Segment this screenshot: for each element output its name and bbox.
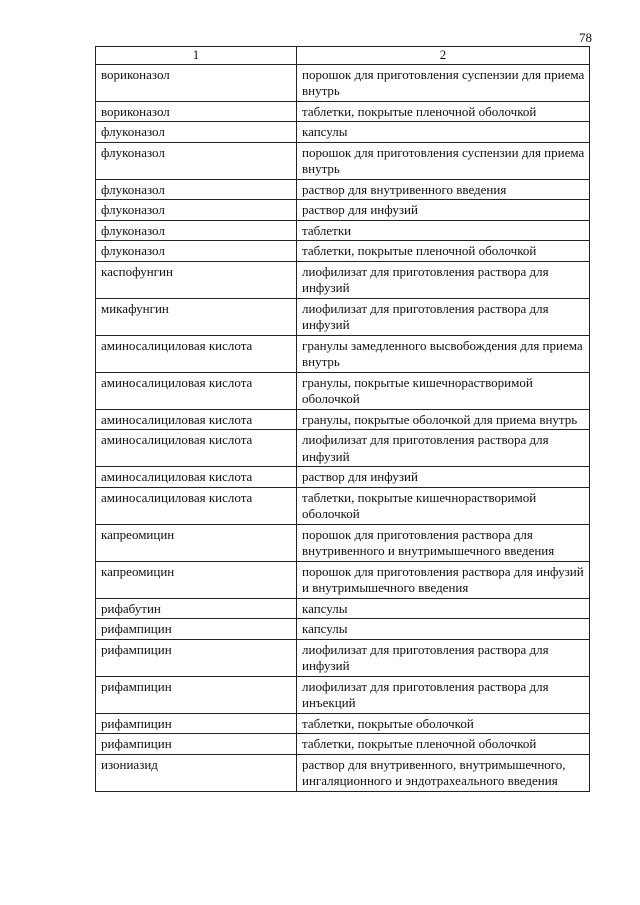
dosage-form-cell: таблетки, покрытые пленочной оболочкой (297, 241, 590, 262)
dosage-form-cell: лиофилизат для приготовления раствора для инфузий (297, 261, 590, 298)
table-row (96, 487, 590, 524)
drug-name-cell: флуконазол (96, 122, 297, 143)
dosage-form-cell: таблетки, покрытые пленочной оболочкой (297, 101, 590, 122)
drug-name-cell: вориконазол (96, 64, 297, 101)
table-row (96, 561, 590, 598)
drug-name-cell: флуконазол (96, 241, 297, 262)
dosage-form-cell: гранулы замедленного высвобождения для приема внутрь (297, 335, 590, 372)
dosage-form-cell: лиофилизат для приготовления раствора для инфузий (297, 430, 590, 467)
dosage-form-cell: раствор для внутривенного, внутримышечного, ингаляционного и эндотрахеального введения (297, 754, 590, 791)
dosage-form-cell: капсулы (297, 598, 590, 619)
table-row (96, 101, 590, 122)
table-header (96, 47, 590, 65)
drug-name-cell: каспофунгин (96, 261, 297, 298)
drug-name-cell: аминосалициловая кислота (96, 335, 297, 372)
dosage-form-cell: таблетки, покрытые оболочкой (297, 713, 590, 734)
drug-name-cell: капреомицин (96, 524, 297, 561)
dosage-form-cell: порошок для приготовления суспензии для приема внутрь (297, 142, 590, 179)
drug-name-cell: аминосалициловая кислота (96, 409, 297, 430)
dosage-form-cell: порошок для приготовления раствора для инфузий и внутримышечного введения (297, 561, 590, 598)
drug-name-cell: вориконазол (96, 101, 297, 122)
dosage-form-cell: гранулы, покрытые кишечнорастворимой оболочкой (297, 372, 590, 409)
column-header-2: 2 (297, 47, 590, 65)
dosage-form-cell: порошок для приготовления раствора для внутривенного и внутримышечного введения (297, 524, 590, 561)
dosage-form-cell: таблетки, покрытые пленочной оболочкой (297, 734, 590, 755)
header-row (96, 47, 590, 65)
drug-name-cell: рифампицин (96, 676, 297, 713)
table-row (96, 676, 590, 713)
drug-name-cell: рифабутин (96, 598, 297, 619)
table-row (96, 241, 590, 262)
table-row (96, 122, 590, 143)
dosage-form-cell: таблетки (297, 220, 590, 241)
table-row (96, 298, 590, 335)
drug-name-cell: рифампицин (96, 713, 297, 734)
dosage-form-cell: лиофилизат для приготовления раствора для инфузий (297, 298, 590, 335)
drug-name-cell: микафунгин (96, 298, 297, 335)
table-row (96, 64, 590, 101)
dosage-form-cell: раствор для внутривенного введения (297, 179, 590, 200)
table-body (96, 64, 590, 791)
drug-forms-table (95, 46, 590, 792)
table-row (96, 467, 590, 488)
column-header-1: 1 (96, 47, 297, 65)
dosage-form-cell: капсулы (297, 619, 590, 640)
table-row (96, 734, 590, 755)
table-row (96, 372, 590, 409)
table-row (96, 713, 590, 734)
table-row (96, 639, 590, 676)
table-row (96, 430, 590, 467)
drug-name-cell: аминосалициловая кислота (96, 430, 297, 467)
drug-name-cell: рифампицин (96, 734, 297, 755)
dosage-form-cell: лиофилизат для приготовления раствора для инъекций (297, 676, 590, 713)
table-row (96, 220, 590, 241)
dosage-form-cell: порошок для приготовления суспензии для приема внутрь (297, 64, 590, 101)
drug-name-cell: капреомицин (96, 561, 297, 598)
drug-name-cell: флуконазол (96, 179, 297, 200)
table-row (96, 179, 590, 200)
drug-name-cell: рифампицин (96, 639, 297, 676)
table-row (96, 524, 590, 561)
table-row (96, 598, 590, 619)
drug-name-cell: изониазид (96, 754, 297, 791)
table-row (96, 200, 590, 221)
table-row (96, 754, 590, 791)
drug-name-cell: аминосалициловая кислота (96, 372, 297, 409)
dosage-form-cell: капсулы (297, 122, 590, 143)
drug-name-cell: аминосалициловая кислота (96, 487, 297, 524)
dosage-form-cell: гранулы, покрытые оболочкой для приема внутрь (297, 409, 590, 430)
drug-name-cell: флуконазол (96, 220, 297, 241)
dosage-form-cell: раствор для инфузий (297, 467, 590, 488)
table-row (96, 409, 590, 430)
page-number: 78 (579, 30, 592, 45)
table-row (96, 335, 590, 372)
drug-name-cell: рифампицин (96, 619, 297, 640)
dosage-form-cell: раствор для инфузий (297, 200, 590, 221)
dosage-form-cell: таблетки, покрытые кишечнорастворимой оболочкой (297, 487, 590, 524)
drug-name-cell: флуконазол (96, 142, 297, 179)
drug-name-cell: флуконазол (96, 200, 297, 221)
table-row (96, 261, 590, 298)
dosage-form-cell: лиофилизат для приготовления раствора для инфузий (297, 639, 590, 676)
drug-name-cell: аминосалициловая кислота (96, 467, 297, 488)
table-row (96, 142, 590, 179)
table-row (96, 619, 590, 640)
